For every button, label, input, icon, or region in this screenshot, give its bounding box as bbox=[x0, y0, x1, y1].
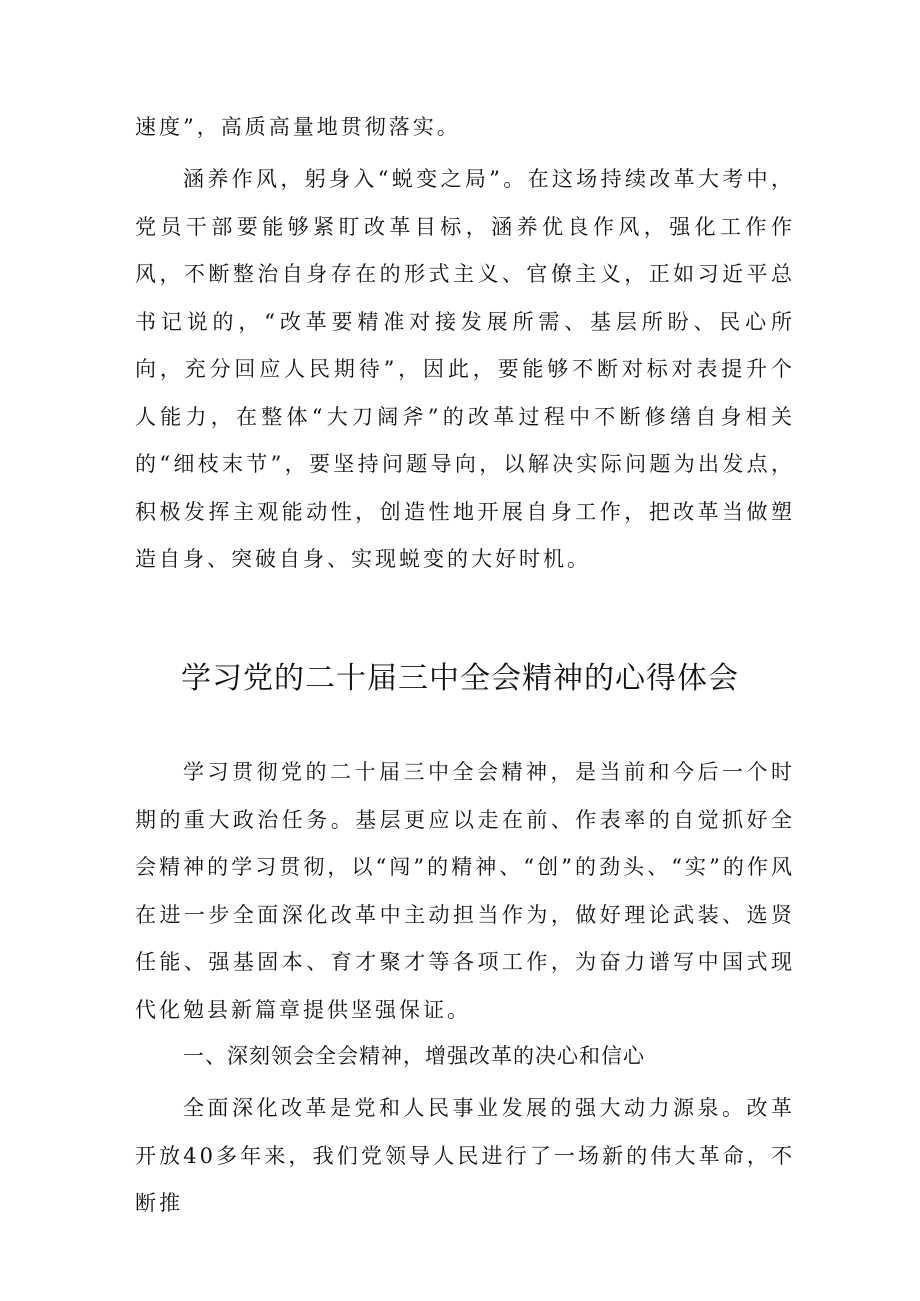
paragraph-continuation: 速度”，高质高量地贯彻落实。 bbox=[135, 115, 461, 139]
paragraph-zuofeng: 涵养作风，躬身入“蜕变之局”。在这场持续改革大考中，党员干部要能够紧盯改革目标，涵养优良作风，强化工作作风，不断整治自身存在的形式主义、官僚主义，正如习近平总书记说的，“改革要精准对接发展所需、基层所盼、民心所向，充分回应人民期待”，因此，要能够不断对标对表提升个人能力，在整体“大刀阔斧”的改革过程中不断修缮自身相关的“细枝末节”，要坚持问题导向，以解决实际问题为出发点，积极发挥主观能动性，创造性地开展自身工作，把改革当做塑造自身、突破自身、实现蜕变的大好时机。 bbox=[135, 167, 795, 571]
section-heading-1: 一、深刻领会全会精神，增强改革的决心和信心 bbox=[183, 1044, 645, 1068]
article-title: 学习党的二十届三中全会精神的心得体会 bbox=[181, 661, 739, 696]
paragraph-intro: 学习贯彻党的二十届三中全会精神，是当前和今后一个时期的重大政治任务。基层更应以走在前、作表率的自觉抓好全会精神的学习贯彻，以“闯”的精神、“创”的劲头、“实”的作风在进一步全面深化改革中主动担当作为，做好理论武装、选贤任能、强基固本、育才聚才等各项工作，为奋力谱写中国式现代化勉县新篇章提供坚强保证。 bbox=[135, 760, 795, 1022]
paragraph-body: 全面深化改革是党和人民事业发展的强大动力源泉。改革开放40多年来，我们党领导人民进行了一场新的伟大革命，不断推 bbox=[135, 1096, 795, 1215]
